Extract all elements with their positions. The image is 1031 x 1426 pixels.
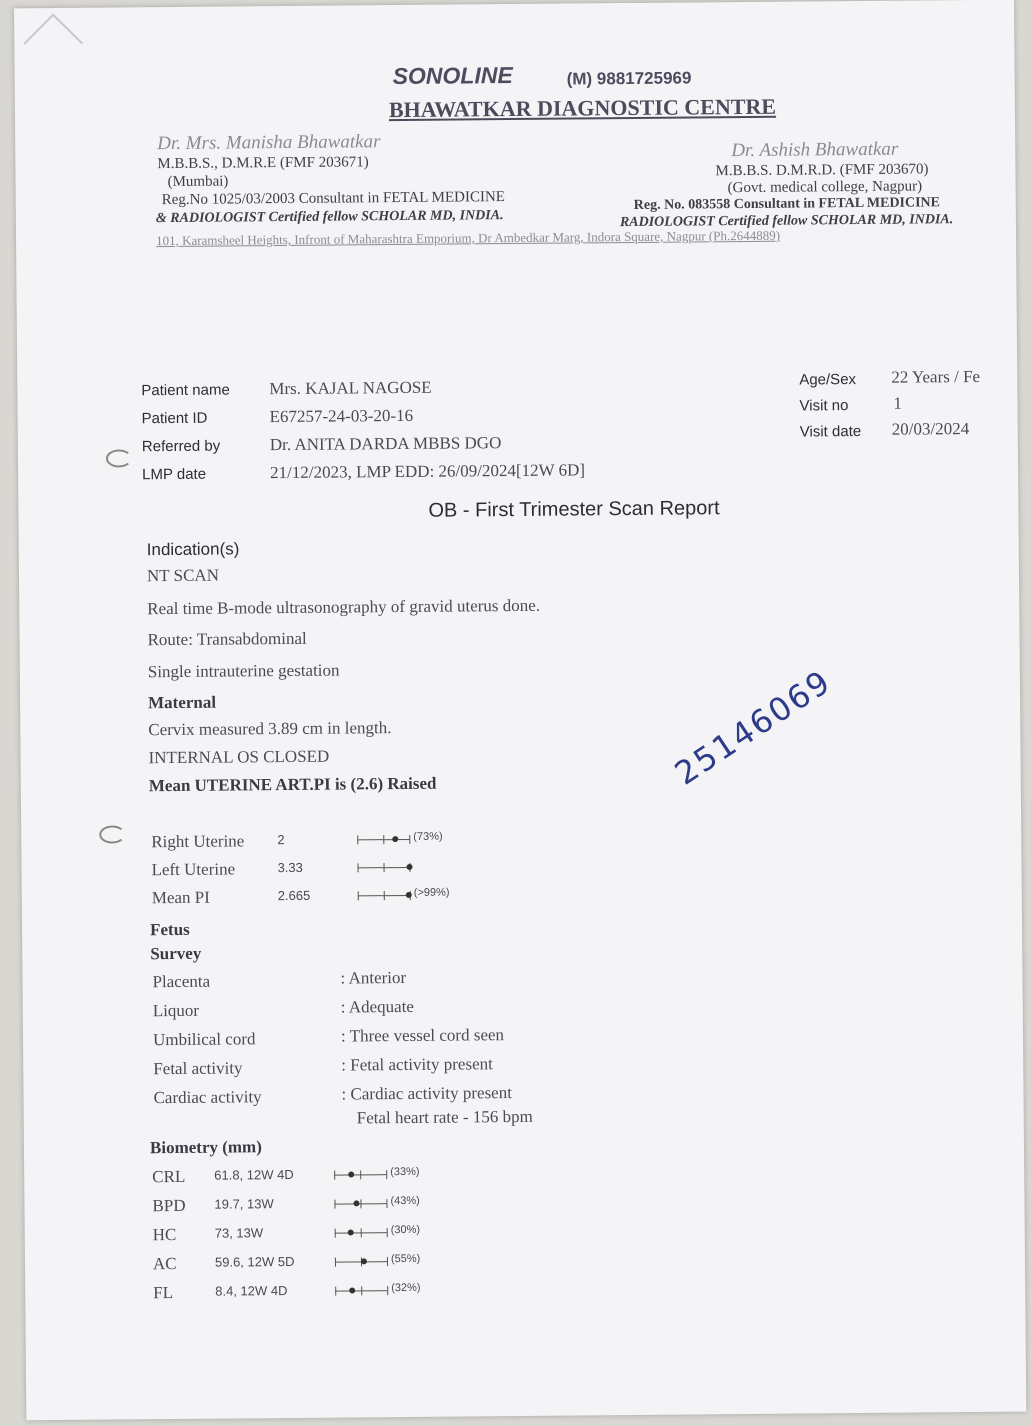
uterine-pi-gauge — [357, 863, 409, 873]
gauge-tick — [335, 1229, 336, 1238]
doctor-left-name: Dr. Mrs. Manisha Bhawatkar — [157, 131, 381, 155]
survey-value: : Cardiac activity present — [341, 1083, 513, 1104]
biometry-percentile: (43%) — [390, 1194, 420, 1208]
fetal-heart-rate: Fetal heart rate - 156 bpm — [356, 1106, 533, 1128]
biometry-value: 61.8, 12W 4D — [214, 1166, 294, 1183]
doctor-left-reg: Reg.No 1025/03/2003 Consultant in FETAL MEDICINE — [161, 189, 505, 209]
biometry-value: 19.7, 13W — [214, 1196, 274, 1212]
survey-label: Placenta — [152, 971, 211, 992]
uterine-pi-percentile: (73%) — [413, 830, 443, 843]
gauge-marker — [361, 1258, 367, 1264]
indication-line: Route: Transabdominal — [147, 628, 307, 650]
doctor-right-name: Dr. Ashish Bhawatkar — [731, 138, 899, 162]
lmp-date: 21/12/2023, LMP EDD: 26/09/2024[12W 6D] — [269, 460, 586, 483]
biometry-label: BPD — [152, 1195, 186, 1216]
age-sex: 22 Years / Fe — [891, 366, 981, 387]
survey-label: Cardiac activity — [153, 1087, 262, 1108]
gauge-marker — [406, 892, 412, 898]
survey-label: Fetal activity — [153, 1058, 243, 1079]
fetus-heading: Fetus — [149, 919, 190, 940]
centre-address: 101, Karamsheel Heights, Infront of Maharashtra Emporium, Dr Ambedkar Marg, Indora Square, Nagpur (Ph.2644889) — [155, 227, 781, 249]
survey-value: : Fetal activity present — [341, 1054, 493, 1075]
indication-line: NT SCAN — [146, 565, 220, 586]
gauge-tick — [335, 1287, 336, 1296]
gauge-tick — [360, 1170, 361, 1179]
visit-no-label: Visit no — [799, 397, 849, 415]
gauge-marker — [354, 1200, 360, 1206]
gauge-tick — [387, 1286, 388, 1295]
gauge-marker — [347, 1229, 353, 1235]
maternal-line: Cervix measured 3.89 cm in length. — [148, 718, 392, 740]
indication-line: Single intrauterine gestation — [147, 660, 340, 682]
indication-line: Real time B-mode ultrasonography of gravid uterus done. — [147, 595, 541, 619]
uterine-pi-gauge — [357, 835, 409, 845]
survey-label: Umbilical cord — [152, 1029, 256, 1050]
report-sheet — [14, 0, 1026, 1420]
uterine-pi-label: Left Uterine — [151, 859, 236, 880]
uterine-pi-summary: Mean UTERINE ART.PI is (2.6) Raised — [148, 773, 437, 796]
gauge-tick — [387, 1228, 388, 1237]
gauge-tick — [358, 891, 359, 900]
biometry-label: FL — [153, 1283, 174, 1303]
gauge-tick — [335, 1258, 336, 1267]
report-title: OB - First Trimester Scan Report — [428, 497, 720, 522]
biometry-gauge — [335, 1228, 387, 1238]
gauge-tick — [357, 863, 358, 872]
gauge-marker — [349, 1287, 355, 1293]
survey-heading: Survey — [150, 943, 202, 964]
page-fold-corner — [24, 13, 83, 72]
doctor-right-degrees: M.B.B.S. D.M.R.D. (FMF 203670) — [715, 161, 929, 180]
biometry-percentile: (32%) — [391, 1281, 421, 1295]
gauge-marker — [392, 836, 398, 842]
gauge-tick — [409, 835, 410, 844]
doctor-left-degrees: M.B.B.S., D.M.R.E (FMF 203671) — [157, 154, 369, 173]
uterine-pi-value: 2.665 — [277, 887, 311, 904]
gauge-tick — [383, 863, 384, 872]
uterine-pi-label: Mean PI — [151, 887, 210, 908]
biometry-label: CRL — [152, 1166, 186, 1187]
uterine-pi-label: Right Uterine — [151, 831, 245, 852]
uterine-pi-value: 2 — [277, 832, 285, 848]
biometry-label: AC — [152, 1253, 177, 1274]
visit-no: 1 — [893, 393, 903, 413]
mobile-number: (M) 9881725969 — [566, 68, 692, 89]
gauge-tick — [357, 835, 358, 844]
patient-id-label: Patient ID — [141, 409, 208, 428]
referred-by-label: Referred by — [141, 437, 221, 456]
doctor-right-reg: Reg. No. 083558 Consultant in FETAL MEDICINE — [633, 195, 941, 213]
lmp-label: LMP date — [142, 465, 207, 484]
patient-name: Mrs. KAJAL NAGOSE — [269, 377, 432, 399]
handwritten-number: 25146069 — [667, 662, 839, 793]
gauge-marker — [348, 1171, 354, 1177]
biometry-value: 8.4, 12W 4D — [215, 1283, 288, 1299]
gauge-tick — [387, 1257, 388, 1266]
biometry-gauge — [334, 1199, 386, 1209]
referred-by: Dr. ANITA DARDA MBBS DGO — [269, 433, 502, 455]
visit-date-label: Visit date — [799, 422, 862, 441]
survey-label: Liquor — [152, 1000, 200, 1021]
gauge-marker — [407, 864, 413, 870]
biometry-value: 73, 13W — [214, 1225, 264, 1241]
indications-heading: Indication(s) — [146, 539, 240, 560]
gauge-tick — [361, 1228, 362, 1237]
biometry-percentile: (33%) — [390, 1165, 420, 1179]
gauge-tick — [386, 1170, 387, 1179]
uterine-pi-value: 3.33 — [277, 859, 303, 876]
biometry-gauge — [335, 1286, 387, 1296]
gauge-tick — [383, 835, 384, 844]
gauge-tick — [384, 891, 385, 900]
biometry-label: HC — [152, 1224, 177, 1245]
doctor-left-city: (Mumbai) — [167, 173, 229, 191]
doctor-left-cert: & RADIOLOGIST Certified fellow SCHOLAR MD, INDIA. — [155, 208, 504, 227]
maternal-line: INTERNAL OS CLOSED — [148, 746, 330, 768]
survey-value: : Adequate — [340, 996, 414, 1017]
biometry-value: 59.6, 12W 5D — [214, 1253, 295, 1270]
age-sex-label: Age/Sex — [799, 371, 857, 389]
survey-value: : Anterior — [340, 967, 407, 988]
visit-date: 20/03/2024 — [891, 419, 970, 439]
doctor-right-cert: RADIOLOGIST Certified fellow SCHOLAR MD, INDIA. — [619, 212, 954, 231]
gauge-tick — [334, 1171, 335, 1180]
biometry-percentile: (30%) — [390, 1223, 421, 1237]
survey-value: : Three vessel cord seen — [340, 1025, 505, 1046]
gauge-tick — [334, 1200, 335, 1209]
gauge-tick — [386, 1199, 387, 1208]
doctor-right-college: (Govt. medical college, Nagpur) — [727, 178, 923, 197]
uterine-pi-gauge — [358, 891, 410, 901]
biometry-heading: Biometry (mm) — [149, 1137, 262, 1158]
gauge-tick — [360, 1199, 361, 1208]
patient-id: E67257-24-03-20-16 — [269, 405, 414, 427]
centre-name: BHAWATKAR DIAGNOSTIC CENTRE — [388, 93, 777, 123]
gauge-tick — [361, 1286, 362, 1295]
biometry-percentile: (55%) — [390, 1252, 421, 1266]
biometry-gauge — [334, 1170, 386, 1180]
patient-name-label: Patient name — [141, 381, 230, 400]
punch-hole — [106, 449, 132, 467]
maternal-heading: Maternal — [148, 692, 217, 713]
biometry-gauge — [335, 1257, 387, 1267]
uterine-pi-percentile: (>99%) — [413, 886, 450, 899]
punch-hole — [99, 825, 125, 843]
brand-name: SONOLINE — [392, 62, 513, 90]
